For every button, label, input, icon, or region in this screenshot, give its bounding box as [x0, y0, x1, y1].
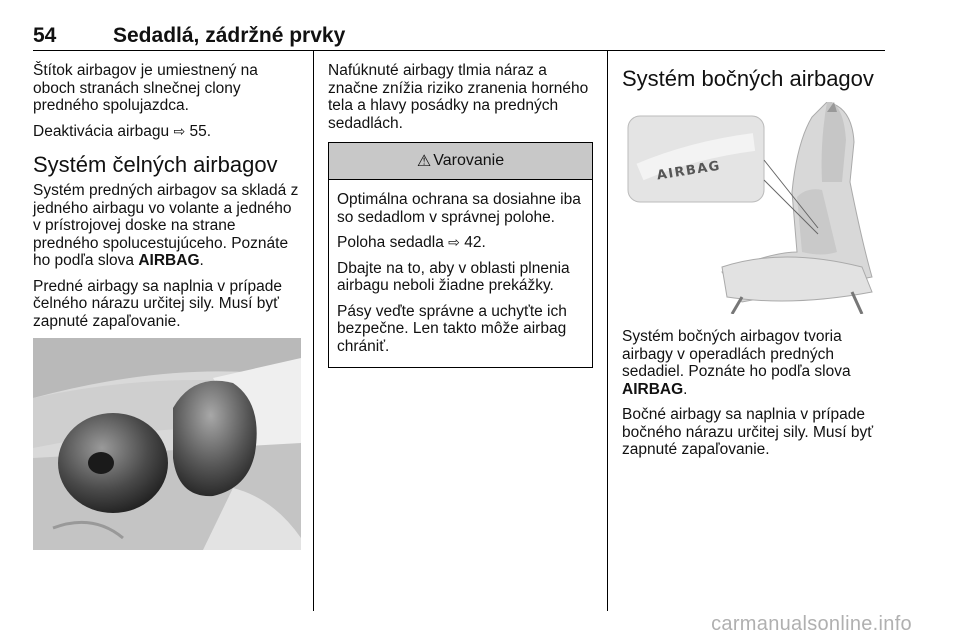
- section-heading: Systém bočných airbagov: [622, 66, 874, 91]
- warning-title: Varovanie: [433, 152, 505, 169]
- chapter-title: Sedadlá, zádržné prvky: [113, 24, 346, 47]
- page-ref-arrow-icon: ⇨: [173, 122, 186, 139]
- paragraph: Bočné airbagy sa naplnia v prípade bočného nárazu určitej sily. Musí byť zapnuté zapaľovanie.: [622, 406, 874, 458]
- paragraph: Predné airbagy sa naplnia v prípade čelného nárazu určitej sily. Musí byť zapnuté zapaľovanie.: [33, 277, 283, 330]
- page-number: 54: [33, 24, 57, 47]
- page-ref-arrow-icon: ⇨: [448, 234, 460, 250]
- paragraph: Optimálna ochrana sa dosiahne iba so sedadlom v správnej polohe.: [337, 191, 581, 226]
- warning-icon: ⚠: [416, 153, 432, 170]
- side-airbag-image: [622, 102, 890, 314]
- paragraph: Pásy veďte správne a uchyťte ich bezpečne. Len takto môže airbag chrániť.: [337, 302, 567, 355]
- side-airbag-illustration: [622, 102, 890, 314]
- paragraph: Deaktivácia airbagu ⇨ 55.: [33, 122, 212, 140]
- column-divider: [607, 51, 608, 611]
- footer-watermark: carmanualsonline.info: [711, 613, 912, 635]
- column-1: [33, 62, 301, 550]
- page-ref-link[interactable]: 55.: [185, 122, 212, 140]
- paragraph: Poloha sedadla ⇨ 42.: [337, 234, 486, 251]
- paragraph: Systém predných airbagov sa skladá z jedného airbagu vo volante a jedného v prístrojovej doske na strane predného spolucestujúceho. Poznáte ho podľa slova AIRBAG.: [33, 182, 299, 269]
- column-3: [622, 62, 890, 467]
- column-2: [328, 62, 593, 368]
- paragraph: Štítok airbagov je umiestnený na oboch stranách slnečnej clony predného spolujazdca.: [33, 62, 258, 114]
- paragraph: Systém bočných airbagov tvoria airbagy v operadlách predných sedadiel. Poznáte ho podľa slova AIRBAG.: [622, 328, 851, 398]
- paragraph: Nafúknuté airbagy tlmia náraz a značne znížia riziko zranenia horného tela a hlavy posádky na predných sedadlách.: [328, 62, 589, 132]
- page-header: [33, 22, 885, 51]
- section-heading: Systém čelných airbagov: [33, 152, 278, 177]
- front-airbags-image: [33, 338, 301, 550]
- warning-header: [329, 143, 592, 180]
- airbag-label-text: AIRBAG: [655, 158, 722, 184]
- warning-box: [328, 142, 593, 368]
- paragraph: Dbajte na to, aby v oblasti plnenia airbagu neboli žiadne prekážky.: [337, 259, 570, 294]
- page-ref-link[interactable]: 42.: [459, 234, 486, 251]
- front-airbags-illustration: [33, 338, 301, 550]
- warning-body: [329, 180, 592, 367]
- column-divider: [313, 51, 314, 611]
